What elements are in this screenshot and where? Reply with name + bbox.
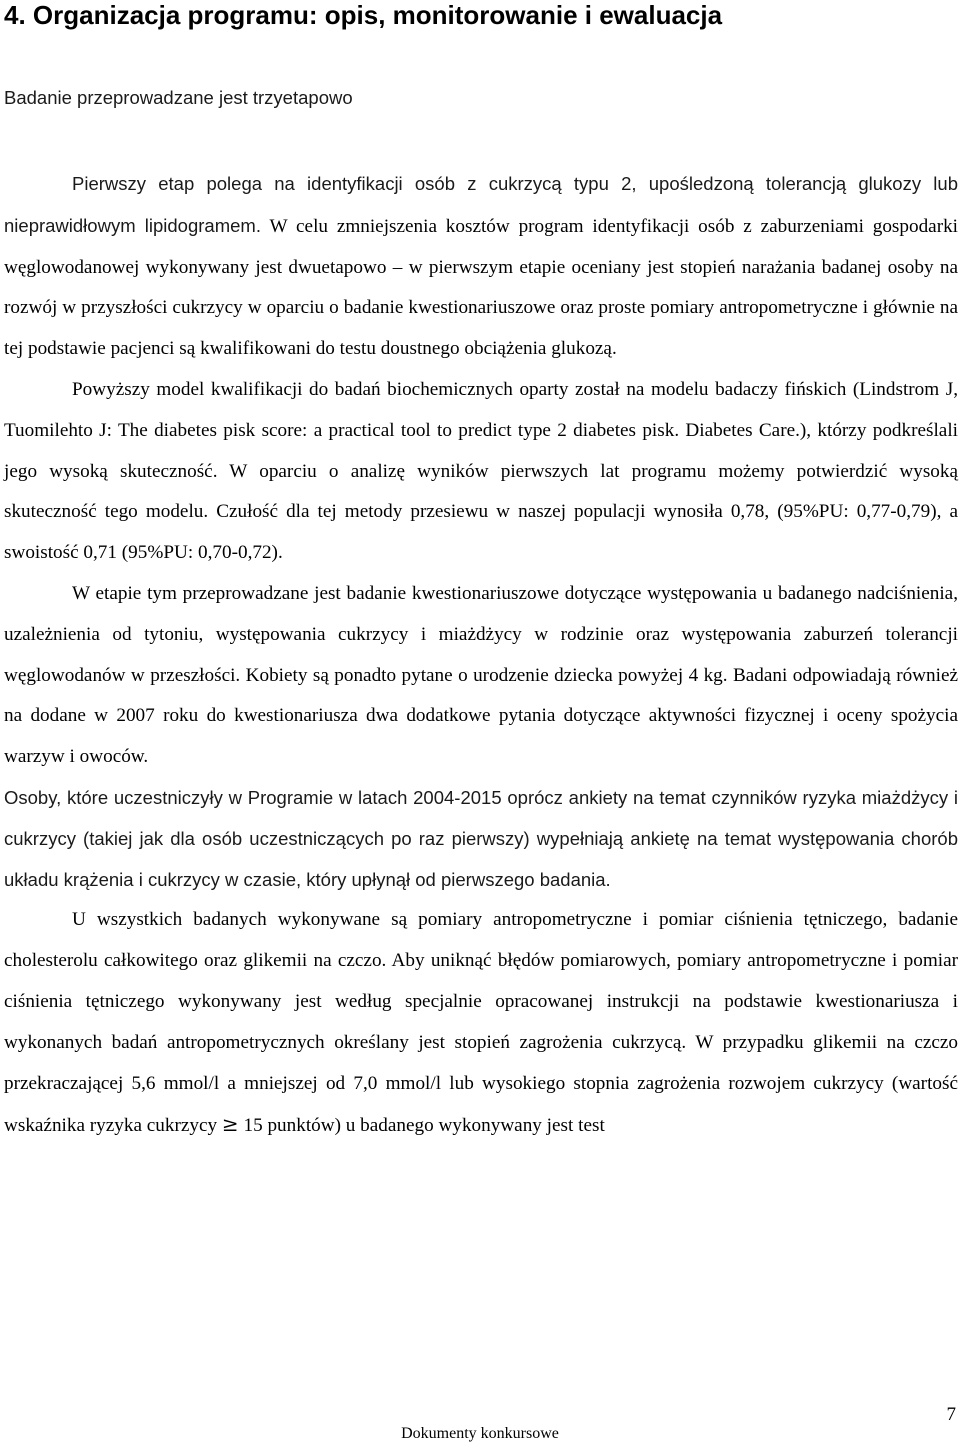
greater-equal-symbol: ≥	[221, 1112, 239, 1137]
paragraph-measurements-end: 15 punktów) u badanego wykonywany jest test	[238, 1115, 605, 1137]
paragraph-questionnaire: W etapie tym przeprowadzane jest badanie kwestionariuszowe dotyczące występowania u badanego nadciśnienia, uzależnienia od tytoniu, występowania cukrzycy i miażdżycy w rodzinie oraz występowania zaburzeń tolerancji węglowodanów w przeszłości. Kobiety są ponadto pytane o urodzenie dziecka powyżej 4 kg. Badani odpowiadają również na dodane w 2007 roku do kwestionariusza dwa dodatkowe pytania dotyczące aktywności fizycznej i oceny spożycia warzyw i owoców.	[4, 582, 958, 768]
paragraph-model: Powyższy model kwalifikacji do badań biochemicznych oparty został na modelu badaczy fińskich (Lindstrom J, Tuomilehto J: The diabetes pisk score: a practical tool to predict type 2 diabetes pisk. Diabetes Care.), którzy podkreślali jego wysoką skuteczność. W oparciu o analizę wyników pierwszych lat programu możemy potwierdzić wysoką skuteczność tego modelu. Czułość dla tej metody przesiewu w naszej populacji wynosiła 0,78, (95%PU: 0,77-0,79), a swoistość 0,71 (95%PU: 0,70-0,72).	[4, 378, 958, 564]
paragraph-measurements-text: U wszystkich badanych wykonywane są pomiary antropometryczne i pomiar ciśnienia tętniczego, badanie cholesterolu całkowitego oraz glikemii na czczo. Aby uniknąć błędów pomiarowych, pomiary antropometryczne i pomiar ciśnienia tętniczego wykonywany jest według specjalnie opracowanej instrukcji na podstawie kwestionariusza i wykonanych badań antropometrycznych określany jest stopień zagrożenia cukrzycą. W przypadku glikemii na czczo przekraczającej 5,6 mmol/l a mniejszej od 7,0 mmol/l lub wysokiego stopnia zagrożenia rozwojem cukrzycy (wartość wskaźnika ryzyka cukrzycy	[4, 909, 958, 1137]
intro-text: Badanie przeprowadzane jest trzyetapowo	[4, 87, 353, 108]
paragraph-measurements	[4, 900, 958, 1147]
page-number: 7	[946, 1404, 956, 1425]
paragraph-stage-one-detail: W celu zmniejszenia kosztów program identyfikacji osób z zaburzeniami gospodarki węglowodanowej wykonywany jest dwuetapowo – w pierwszym etapie oceniany jest stopień narażania badanej osoby na rozwój w przyszłości cukrzycy w oparciu o badanie kwestionariuszowe oraz proste pomiary antropometryczne i głównie na tej podstawie pacjenci są kwalifikowani do testu doustnego obciążenia glukozą.	[4, 215, 959, 360]
body-text	[4, 164, 958, 1147]
section-heading: 4. Organizacja programu: opis, monitorowanie i ewaluacja	[4, 0, 723, 30]
footer-text: Dokumenty konkursowe	[401, 1425, 559, 1442]
paragraph-stage-one-lead: Pierwszy etap polega na identyfikacji osób z cukrzycą typu 2, upośledzoną tolerancją glukozy lub nieprawidłowym lipidogramem.	[4, 173, 958, 236]
paragraph-stage-one	[4, 164, 958, 370]
paragraph-previous-participants: Osoby, które uczestniczyły w Programie w latach 2004-2015 oprócz ankiety na temat czynników ryzyka miażdżycy i cukrzycy (takiej jak dla osób uczestniczących po raz pierwszy) wypełniają ankietę na temat występowania chorób układu krążenia i cukrzycy w czasie, który upłynął od pierwszego badania.	[4, 786, 958, 890]
